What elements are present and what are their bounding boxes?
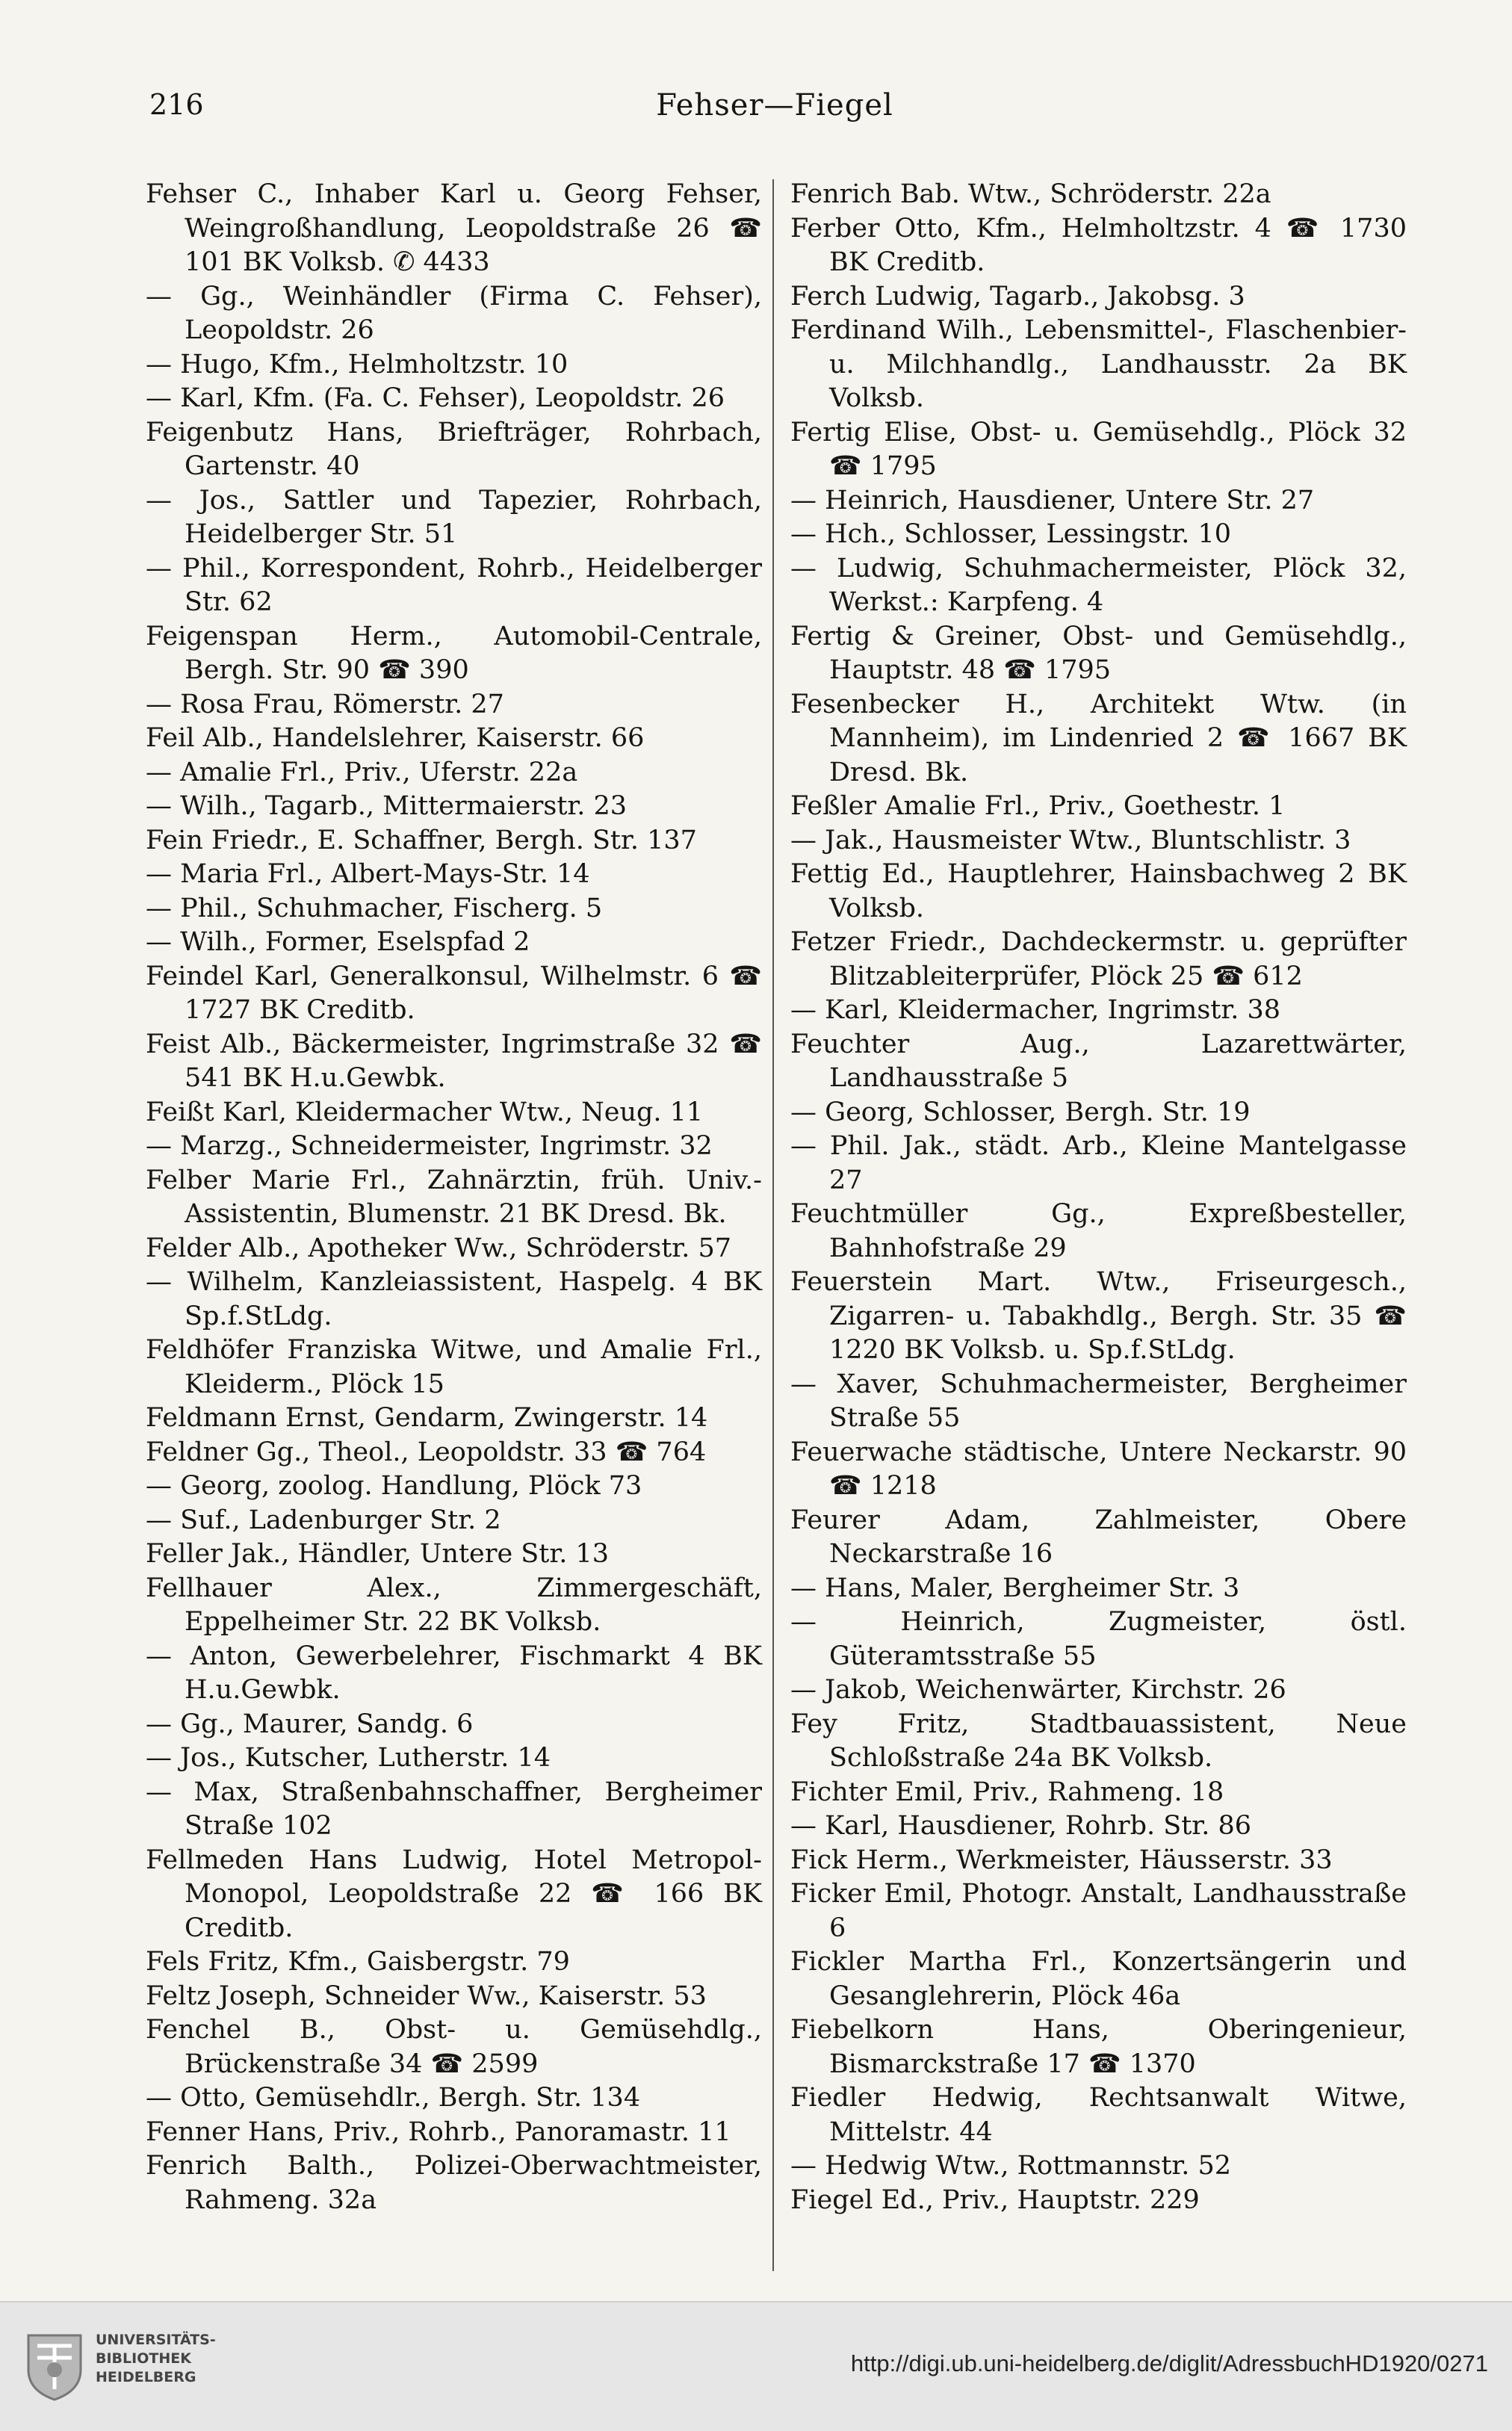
directory-entry: Feldhöfer Franziska Witwe, und Amalie Frl., Kleiderm., Plöck 15: [146, 1335, 762, 1399]
directory-entry: Feltz Joseph, Schneider Ww., Kaiserstr. 53: [146, 1981, 707, 2011]
source-url-link[interactable]: http://digi.ub.uni-heidelberg.de/diglit/AdressbuchHD1920/0271: [850, 2350, 1488, 2376]
directory-entry: — Karl, Kleidermacher, Ingrimstr. 38: [790, 995, 1281, 1025]
directory-entry: Feßler Amalie Frl., Priv., Goethestr. 1: [790, 791, 1286, 821]
directory-entry: Feuerstein Mart. Wtw., Friseurgesch., Zigarren- u. Tabakhdlg., Bergh. Str. 35 ☎ 1220 BK Volksb. u. Sp.f.StLdg.: [790, 1267, 1407, 1365]
directory-entry: Fertig & Greiner, Obst- und Gemüsehdlg., Hauptstr. 48 ☎ 1795: [790, 621, 1407, 685]
directory-entry: Ferch Ludwig, Tagarb., Jakobsg. 3: [790, 281, 1245, 312]
directory-entry: — Rosa Frau, Römerstr. 27: [146, 689, 504, 719]
directory-entry: Fenrich Bab. Wtw., Schröderstr. 22a: [790, 179, 1271, 209]
directory-entry: Felber Marie Frl., Zahnärztin, früh. Univ.-Assistentin, Blumenstr. 21 BK Dresd. Bk.: [146, 1165, 762, 1229]
directory-entry: Fiegel Ed., Priv., Hauptstr. 229: [790, 2184, 1200, 2215]
running-head: [149, 88, 1400, 133]
directory-entry: — Marzg., Schneidermeister, Ingrimstr. 32: [146, 1131, 713, 1161]
directory-entry: — Wilh., Tagarb., Mittermaierstr. 23: [146, 791, 628, 821]
library-line: BIBLIOTHEK: [96, 2350, 191, 2367]
directory-entry: Feuchtmüller Gg., Expreßbesteller, Bahnhofstraße 29: [790, 1199, 1407, 1263]
directory-entry: Fellhauer Alex., Zimmergeschäft, Eppelheimer Str. 22 BK Volksb.: [146, 1573, 762, 1637]
directory-entry: — Phil. Jak., städt. Arb., Kleine Mantelgasse 27: [790, 1131, 1407, 1195]
directory-entry: Fels Fritz, Kfm., Gaisbergstr. 79: [146, 1947, 570, 1977]
directory-entry: — Hugo, Kfm., Helmholtzstr. 10: [146, 349, 568, 380]
directory-entry: Fertig Elise, Obst- u. Gemüsehdlg., Plöck 32 ☎ 1795: [790, 417, 1407, 481]
directory-entry: Fichter Emil, Priv., Rahmeng. 18: [790, 1777, 1224, 1807]
directory-entry: Ferdinand Wilh., Lebensmittel-, Flaschenbier- u. Milchhandlg., Landhausstr. 2a BK Volksb.: [790, 315, 1407, 413]
university-seal-icon: [22, 2331, 87, 2403]
directory-entry: Fick Herm., Werkmeister, Häusserstr. 33: [790, 1845, 1333, 1875]
directory-entry: Feller Jak., Händler, Untere Str. 13: [146, 1539, 610, 1569]
directory-entry: Fein Friedr., E. Schaffner, Bergh. Str. 137: [146, 825, 697, 855]
directory-entry: Fiedler Hedwig, Rechtsanwalt Witwe, Mittelstr. 44: [790, 2083, 1407, 2147]
page-title: Fehser—Fiegel: [656, 88, 893, 123]
directory-entry: Feldmann Ernst, Gendarm, Zwingerstr. 14: [146, 1403, 708, 1433]
directory-entry: — Karl, Hausdiener, Rohrb. Str. 86: [790, 1811, 1251, 1841]
directory-entry: — Wilhelm, Kanzleiassistent, Haspelg. 4 BK Sp.f.StLdg.: [146, 1267, 762, 1331]
directory-entry: Feindel Karl, Generalkonsul, Wilhelmstr. 6 ☎ 1727 BK Creditb.: [146, 961, 762, 1025]
directory-entry: — Gg., Maurer, Sandg. 6: [146, 1709, 474, 1739]
directory-entry: — Jos., Kutscher, Lutherstr. 14: [146, 1743, 551, 1773]
directory-entry: — Phil., Schuhmacher, Fischerg. 5: [146, 893, 603, 923]
directory-entry: Feist Alb., Bäckermeister, Ingrimstraße 32 ☎ 541 BK H.u.Gewbk.: [146, 1029, 762, 1093]
directory-entry: Fenner Hans, Priv., Rohrb., Panoramastr. 11: [146, 2116, 731, 2147]
viewer-footer: [0, 2301, 1512, 2431]
directory-entry: Fickler Martha Frl., Konzertsängerin und Gesanglehrerin, Plöck 46a: [790, 1947, 1407, 2011]
directory-entry: Feuerwache städtische, Untere Neckarstr. 90 ☎ 1218: [790, 1437, 1407, 1501]
directory-entry: Felder Alb., Apotheker Ww., Schröderstr. 57: [146, 1233, 731, 1263]
directory-entry: — Heinrich, Zugmeister, östl. Güteramtsstraße 55: [790, 1607, 1407, 1671]
directory-entry: — Heinrich, Hausdiener, Untere Str. 27: [790, 485, 1315, 515]
directory-entry: — Gg., Weinhändler (Firma C. Fehser), Leopoldstr. 26: [146, 281, 762, 345]
directory-entry: — Max, Straßenbahnschaffner, Bergheimer Straße 102: [146, 1777, 762, 1841]
directory-entry: — Anton, Gewerbelehrer, Fischmarkt 4 BK H.u.Gewbk.: [146, 1641, 762, 1705]
directory-entry: — Jos., Sattler und Tapezier, Rohrbach, Heidelberger Str. 51: [146, 485, 762, 549]
directory-entry: Fellmeden Hans Ludwig, Hotel Metropol-Monopol, Leopoldstraße 22 ☎ 166 BK Creditb.: [146, 1845, 762, 1943]
directory-entry: Fiebelkorn Hans, Oberingenieur, Bismarckstraße 17 ☎ 1370: [790, 2015, 1407, 2079]
directory-entry: — Xaver, Schuhmachermeister, Bergheimer Straße 55: [790, 1369, 1407, 1433]
directory-entry: Fenchel B., Obst- u. Gemüsehdlg., Brückenstraße 34 ☎ 2599: [146, 2015, 762, 2079]
directory-entry: Feil Alb., Handelslehrer, Kaiserstr. 66: [146, 723, 645, 753]
library-line: HEIDELBERG: [96, 2369, 196, 2385]
directory-entry: Fettig Ed., Hauptlehrer, Hainsbachweg 2 BK Volksb.: [790, 859, 1407, 923]
directory-entry: Feigenspan Herm., Automobil-Centrale, Bergh. Str. 90 ☎ 390: [146, 621, 762, 685]
directory-entry: — Jak., Hausmeister Wtw., Bluntschlistr. 3: [790, 825, 1351, 855]
directory-entry: — Maria Frl., Albert-Mays-Str. 14: [146, 859, 590, 889]
directory-entry: Ferber Otto, Kfm., Helmholtzstr. 4 ☎ 1730 BK Creditb.: [790, 213, 1407, 277]
directory-entry: — Amalie Frl., Priv., Uferstr. 22a: [146, 757, 578, 787]
directory-entry: — Hans, Maler, Bergheimer Str. 3: [790, 1573, 1240, 1603]
directory-entry: — Hch., Schlosser, Lessingstr. 10: [790, 519, 1232, 549]
directory-entry: Feurer Adam, Zahlmeister, Obere Neckarstraße 16: [790, 1505, 1407, 1569]
library-line: UNIVERSITÄTS-: [96, 2332, 216, 2348]
directory-entry: Feißt Karl, Kleidermacher Wtw., Neug. 11: [146, 1097, 704, 1127]
directory-entry: — Karl, Kfm. (Fa. C. Fehser), Leopoldstr. 26: [146, 383, 725, 413]
directory-entry: — Jakob, Weichenwärter, Kirchstr. 26: [790, 1675, 1286, 1705]
column-divider: [772, 179, 774, 2271]
directory-entry: Fehser C., Inhaber Karl u. Georg Fehser, Weingroßhandlung, Leopoldstraße 26 ☎ 101 BK Volksb. ✆ 4433: [146, 179, 762, 277]
directory-entry: Fesenbecker H., Architekt Wtw. (in Mannheim), im Lindenried 2 ☎ 1667 BK Dresd. Bk.: [790, 689, 1407, 787]
directory-entry: — Georg, zoolog. Handlung, Plöck 73: [146, 1471, 642, 1501]
directory-entry: Feigenbutz Hans, Briefträger, Rohrbach, Gartenstr. 40: [146, 417, 762, 481]
directory-entry: Ficker Emil, Photogr. Anstalt, Landhausstraße 6: [790, 1879, 1407, 1943]
left-column: [146, 178, 762, 2217]
page-number: 216: [149, 88, 204, 121]
directory-entry: — Wilh., Former, Eselspfad 2: [146, 927, 530, 957]
directory-entry: Fetzer Friedr., Dachdeckermstr. u. geprüfter Blitzableiterprüfer, Plöck 25 ☎ 612: [790, 927, 1407, 991]
directory-entry: — Phil., Korrespondent, Rohrb., Heidelberger Str. 62: [146, 553, 762, 617]
right-column: [790, 178, 1407, 2217]
directory-entry: — Hedwig Wtw., Rottmannstr. 52: [790, 2151, 1232, 2181]
directory-entry: Fey Fritz, Stadtbauassistent, Neue Schloßstraße 24a BK Volksb.: [790, 1709, 1407, 1773]
directory-entry: — Georg, Schlosser, Bergh. Str. 19: [790, 1097, 1251, 1127]
directory-entry: — Suf., Ladenburger Str. 2: [146, 1505, 501, 1535]
directory-entry: Feldner Gg., Theol., Leopoldstr. 33 ☎ 764: [146, 1437, 707, 1467]
directory-entry: Feuchter Aug., Lazarettwärter, Landhausstraße 5: [790, 1029, 1407, 1093]
directory-entry: Fenrich Balth., Polizei-Oberwachtmeister, Rahmeng. 32a: [146, 2151, 762, 2215]
directory-entry: — Ludwig, Schuhmachermeister, Plöck 32, Werkst.: Karpfeng. 4: [790, 553, 1407, 617]
directory-entry: — Otto, Gemüsehdlr., Bergh. Str. 134: [146, 2083, 641, 2113]
library-name: [96, 2331, 216, 2387]
